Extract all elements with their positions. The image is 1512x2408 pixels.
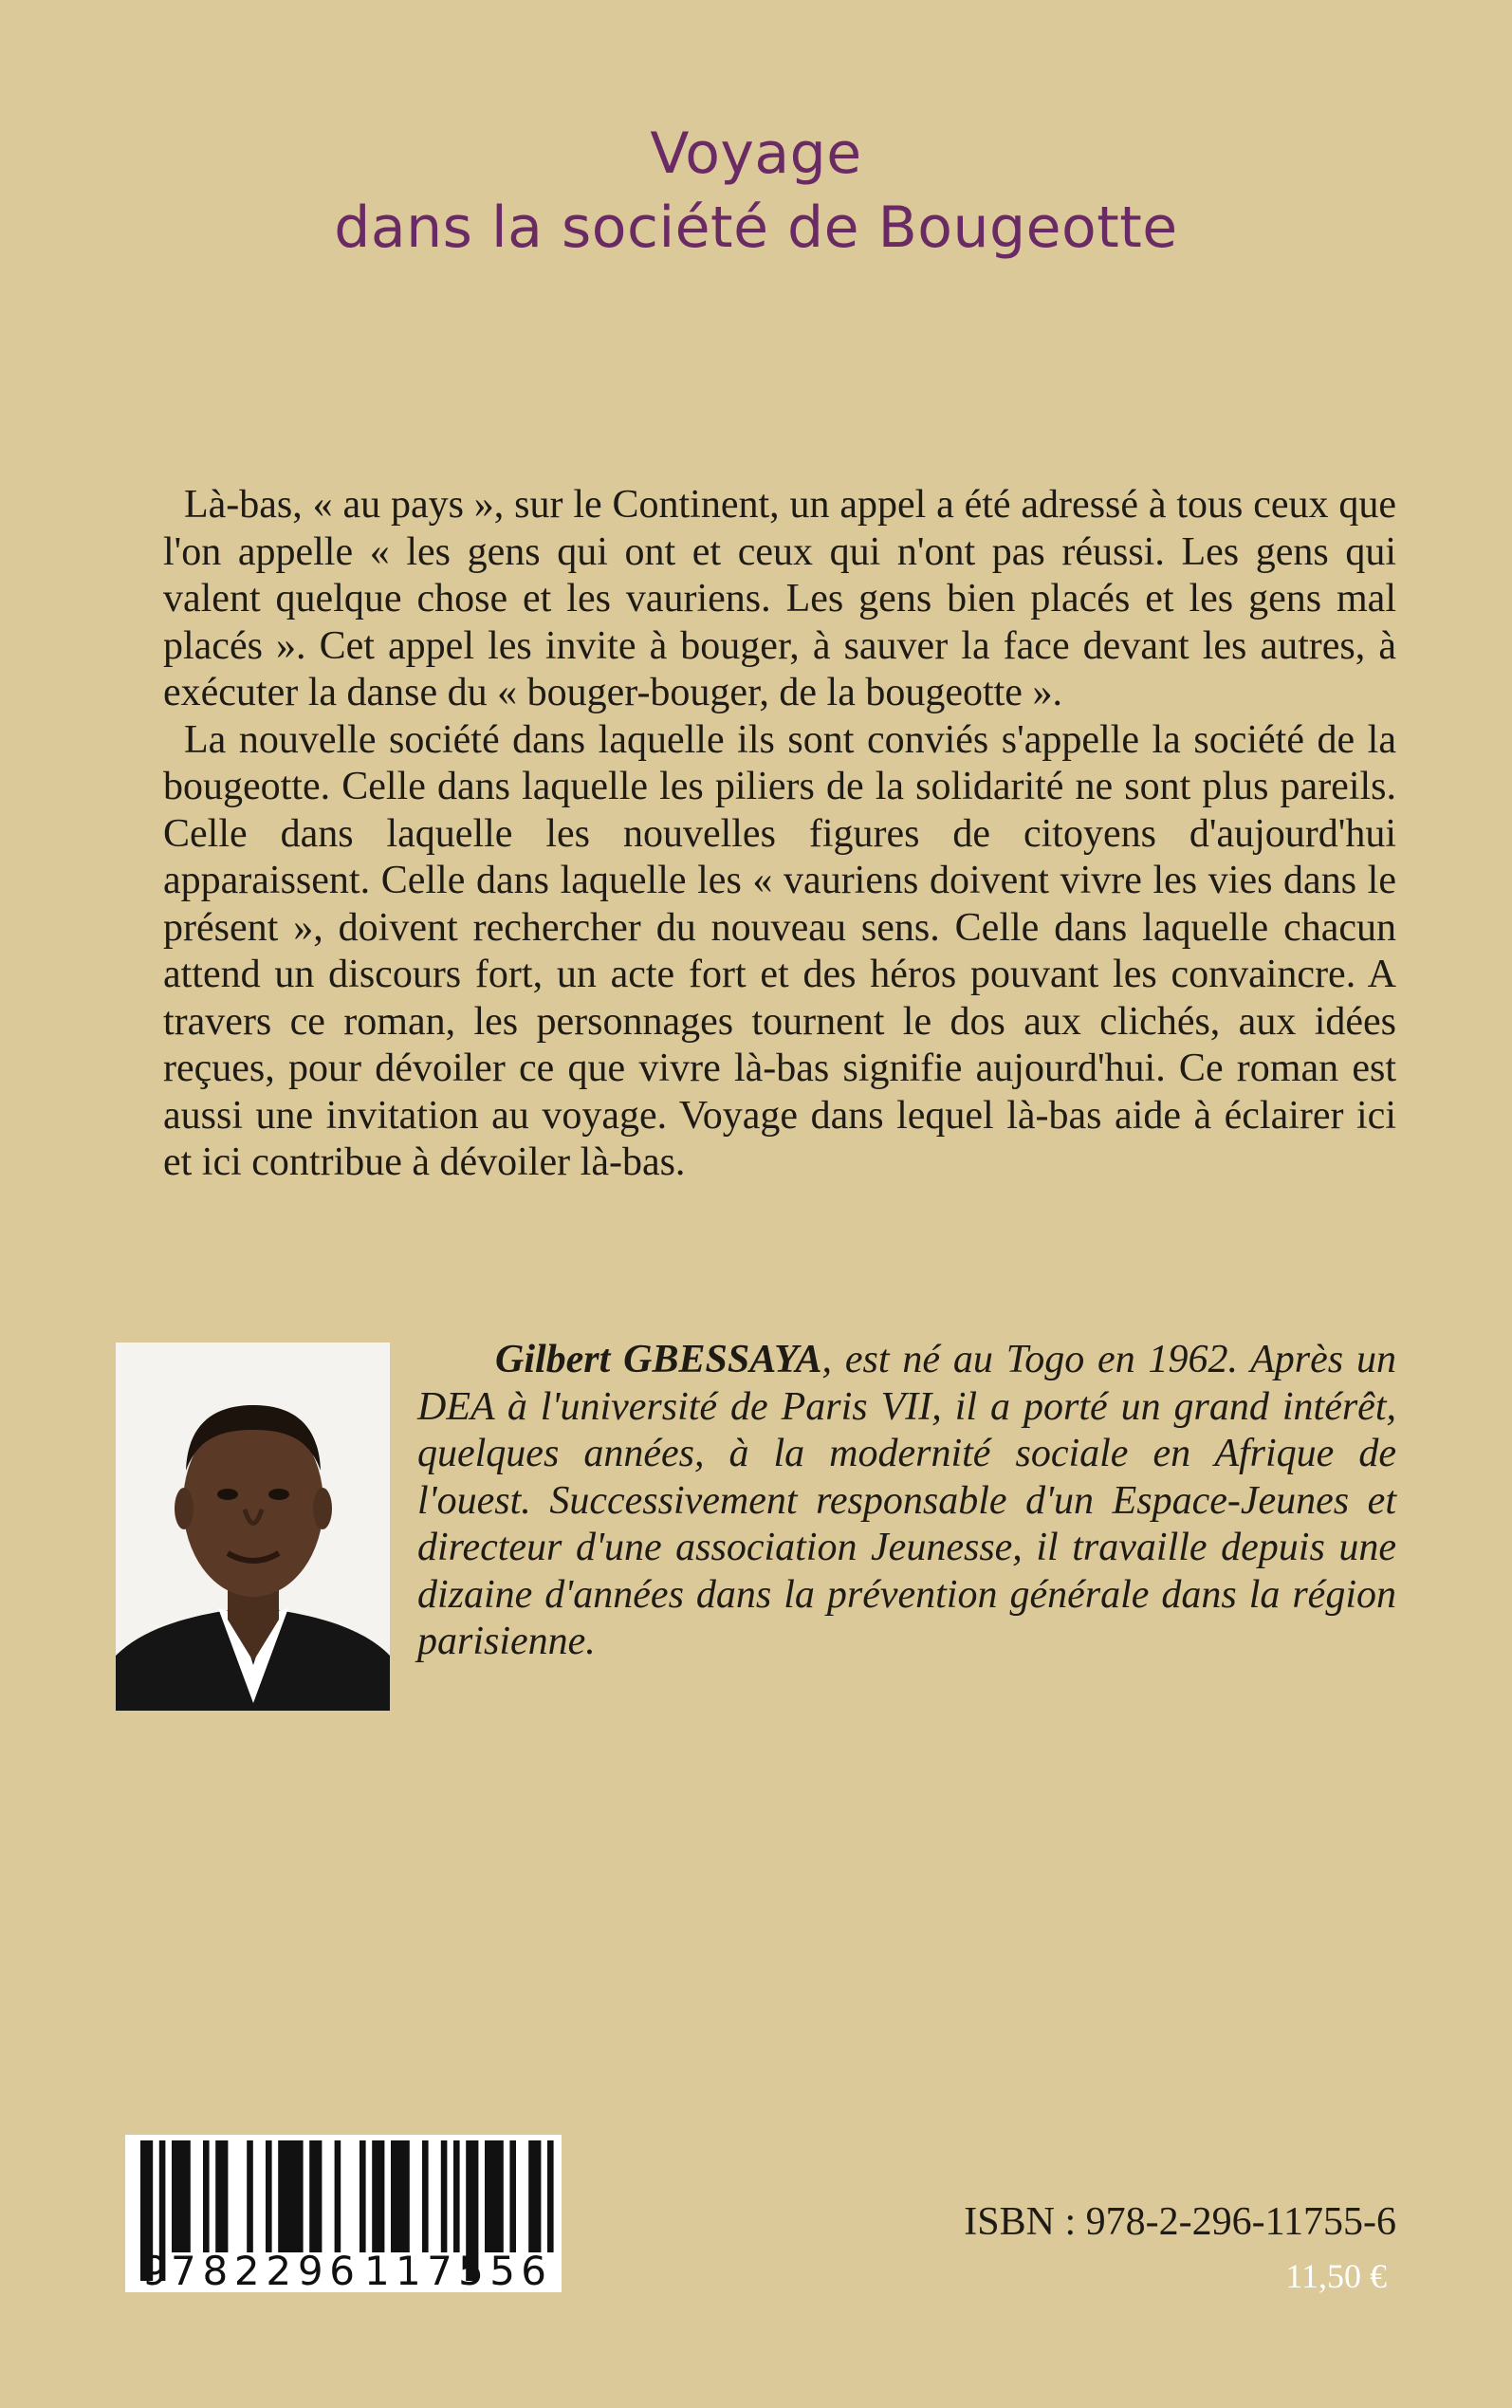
barcode-digits-group2: 117556 xyxy=(364,2248,546,2292)
photo-eye-left xyxy=(217,1489,238,1500)
author-bio-text: , est né au Togo en 1962. Après un DEA à l'université de Paris VII, il a porté un grand intérêt, quelques années, à la modernité sociale en Afrique de l'ouest. Successivement responsable d'un Espace-Jeunes et directeur d'une association Jeunesse, il travaille depuis une dizaine d'années dans la prévention générale dans la région parisienne. xyxy=(417,1338,1396,1663)
blurb-paragraph-1: Là-bas, « au pays », sur le Continent, un appel a été adressé à tous ceux que l'on appelle « les gens qui ont et ceux qui n'ont pas réussi. Les gens qui valent quelque chose et les vauriens. Les gens bien placés et les gens mal placés ». Cet appel les invite à bouger, à sauver la face devant les autres, à exécuter la danse du « bouger-bouger, de la bougeotte ». xyxy=(163,483,1396,714)
blurb-text xyxy=(163,482,1396,1187)
author-name: Gilbert GBESSAYA xyxy=(495,1338,822,1381)
author-photo xyxy=(116,1343,390,1711)
barcode-digit-first: 9 xyxy=(142,2248,168,2292)
barcode-digits-group1: 782296 xyxy=(171,2248,355,2292)
photo-eye-right xyxy=(268,1489,289,1500)
isbn-text: ISBN : 978-2-296-11755-6 xyxy=(964,2200,1396,2244)
title-line-2: dans la société de Bougeotte xyxy=(334,194,1178,261)
price-text: 11,50 € xyxy=(1285,2257,1387,2295)
photo-ear-right xyxy=(313,1488,332,1529)
title-line-1: Voyage xyxy=(650,120,862,187)
author-bio xyxy=(417,1337,1396,1666)
blurb-paragraph-2: La nouvelle société dans laquelle ils sont conviés s'appelle la société de la bougeotte. Celle dans laquelle les piliers de la solidarité ne sont plus pareils. Celle dans laquelle les nouvelles figures de citoyens d'aujourd'hui apparaissent. Celle dans laquelle les « vauriens doivent vivre les vies dans le présent », doivent rechercher du nouveau sens. Celle dans laquelle chacun attend un discours fort, un acte fort et des héros pouvant les convaincre. A travers ce roman, les personnages tournent le dos aux clichés, aux idées reçues, pour dévoiler ce que vivre là-bas signifie aujourd'hui. Ce roman est aussi une invitation au voyage. Voyage dans lequel là-bas aide à éclairer ici et ici contribue à dévoiler là-bas. xyxy=(163,717,1396,1184)
photo-ear-left xyxy=(175,1488,194,1529)
